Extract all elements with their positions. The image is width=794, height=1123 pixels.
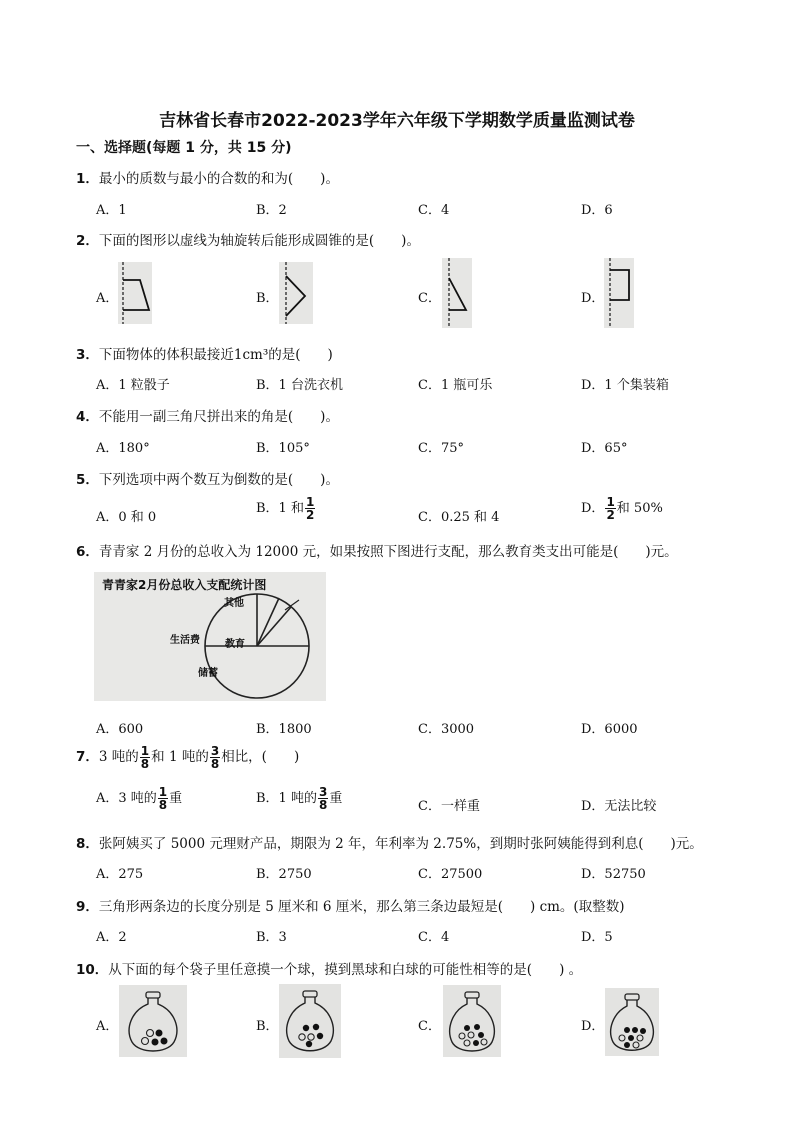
option-a[interactable]: A．2 — [96, 930, 127, 945]
option-b[interactable]: B．105° — [256, 441, 310, 456]
fraction — [210, 745, 220, 770]
option-d[interactable] — [581, 496, 663, 521]
option-b[interactable] — [256, 496, 316, 521]
option-d[interactable]: D．1 个集装箱 — [581, 378, 669, 393]
option-a[interactable]: A． — [96, 1019, 119, 1034]
option-b[interactable]: B． — [256, 1019, 279, 1034]
question-text: 从下面的每个袋子里任意摸一个球，摸到黑球和白球的可能性相等的是( ) 。 — [108, 962, 583, 978]
question-7 — [76, 745, 299, 770]
trapezoid-figure — [118, 262, 152, 324]
option-b[interactable] — [256, 786, 342, 811]
option-b-text: B．1 和 — [256, 501, 304, 516]
question-10 — [76, 958, 582, 978]
chart-title: 青青家2月份总收入支配统计图 — [102, 578, 267, 592]
bag-a-figure — [119, 985, 187, 1057]
pie-chart-image — [94, 572, 326, 701]
option-a[interactable] — [96, 786, 182, 811]
option-c[interactable]: C．3000 — [418, 722, 475, 737]
question-text: 下列选项中两个数互为倒数的是( )。 — [98, 472, 339, 488]
question-text: 三角形两条边的长度分别是 5 厘米和 6 厘米，那么第三条边最短是( ) cm。(取整数) — [98, 899, 625, 915]
question-8 — [76, 832, 703, 852]
fraction-numerator: 1 — [606, 495, 615, 509]
question-5 — [76, 468, 339, 488]
question-text: 不能用一副三角尺拼出来的角是( )。 — [98, 409, 339, 425]
fraction-numerator: 1 — [305, 495, 315, 509]
question-number: 6． — [76, 544, 99, 560]
question-2 — [76, 229, 420, 249]
fraction-denominator: 2 — [305, 508, 315, 522]
question-number: 10． — [76, 962, 109, 978]
fraction-denominator: 8 — [140, 757, 150, 771]
fraction-numerator: 1 — [158, 785, 168, 799]
triangle-figure — [279, 262, 313, 324]
option-c[interactable]: C． — [418, 291, 441, 306]
question-number: 1． — [76, 171, 99, 187]
option-d[interactable]: D．65° — [581, 441, 628, 456]
option-d[interactable]: D．无法比较 — [581, 799, 657, 814]
option-a[interactable]: A．1 — [96, 203, 127, 218]
option-a-text: A．3 吨的 — [96, 791, 157, 806]
option-c[interactable]: C．75° — [418, 441, 464, 456]
question-number: 2． — [76, 233, 99, 249]
option-c[interactable]: C．1 瓶可乐 — [418, 378, 493, 393]
fraction — [305, 496, 315, 521]
question-number: 7． — [76, 749, 99, 765]
option-b-text: B．1 吨的 — [256, 791, 317, 806]
question-9 — [76, 895, 624, 915]
fraction-denominator: 8 — [318, 798, 328, 812]
question-number: 8． — [76, 836, 99, 852]
bag-d-figure — [605, 988, 659, 1056]
fraction-denominator: 8 — [158, 798, 168, 812]
rectangle-figure — [604, 258, 634, 328]
fraction — [140, 745, 150, 770]
section-heading: 一、选择题(每题 1 分，共 15 分) — [76, 140, 292, 156]
option-a[interactable]: A．180° — [96, 441, 150, 456]
option-a[interactable]: A．1 粒骰子 — [96, 378, 170, 393]
option-d[interactable]: D． — [581, 291, 605, 306]
option-c[interactable]: C．4 — [418, 930, 450, 945]
fraction-numerator: 3 — [318, 785, 328, 799]
option-c[interactable]: C．0.25 和 4 — [418, 510, 500, 525]
fraction-denominator: 8 — [210, 757, 220, 771]
option-b[interactable]: B．1 台洗衣机 — [256, 378, 343, 393]
question-number: 9． — [76, 899, 99, 915]
fraction — [605, 496, 615, 521]
question-number: 4． — [76, 409, 99, 425]
fraction-numerator: 1 — [140, 744, 150, 758]
question-text-pre: 3 吨的 — [98, 749, 139, 765]
question-6 — [76, 540, 678, 560]
question-text: 张阿姨买了 5000 元理财产品，期限为 2 年，年利率为 2.75%，到期时张阿姨能得到利息( )元。 — [98, 836, 703, 852]
label-living-expenses: 生活费 — [170, 635, 200, 646]
label-other: 其他 — [224, 598, 244, 609]
question-number: 3． — [76, 347, 99, 363]
right-triangle-figure — [442, 258, 472, 328]
option-c[interactable]: C．4 — [418, 203, 450, 218]
fraction-numerator: 3 — [210, 744, 220, 758]
page-title: 吉林省长春市2022-2023学年六年级下学期数学质量监测试卷 — [159, 111, 635, 131]
label-savings: 储蓄 — [198, 668, 218, 679]
option-a[interactable]: A． — [96, 291, 119, 306]
bag-b-figure — [279, 984, 341, 1058]
option-a[interactable]: A．600 — [96, 722, 144, 737]
option-c[interactable]: C．一样重 — [418, 799, 480, 814]
bag-c-figure — [443, 985, 501, 1057]
question-text: 下面的图形以虚线为轴旋转后能形成圆锥的是( )。 — [98, 233, 420, 249]
fraction — [158, 786, 168, 811]
label-education: 教育 — [225, 639, 245, 650]
option-d[interactable]: D． — [581, 1019, 605, 1034]
question-4 — [76, 405, 339, 425]
option-c[interactable]: C． — [418, 1019, 441, 1034]
fraction — [318, 786, 328, 811]
option-b-suffix: 重 — [329, 791, 343, 806]
option-b[interactable]: B．2 — [256, 203, 287, 218]
question-text-mid: 和 1 吨的 — [151, 749, 209, 765]
question-3 — [76, 343, 333, 363]
option-b[interactable]: B．2750 — [256, 867, 312, 882]
fraction-denominator: 2 — [606, 508, 615, 522]
question-text-post: 相比，( ) — [221, 749, 300, 765]
question-text: 青青家 2 月份的总收入为 12000 元，如果按照下图进行支配，那么教育类支出可能是( )元。 — [98, 544, 678, 560]
option-b[interactable]: B． — [256, 291, 279, 306]
option-b[interactable]: B．3 — [256, 930, 287, 945]
option-d[interactable]: D．6 — [581, 203, 613, 218]
option-a-suffix: 重 — [169, 791, 183, 806]
option-c[interactable]: C．27500 — [418, 867, 483, 882]
option-d-text: D． — [581, 501, 605, 516]
option-a[interactable]: A．0 和 0 — [96, 510, 157, 525]
question-text: 最小的质数与最小的合数的和为( )。 — [98, 171, 339, 187]
option-b[interactable]: B．1800 — [256, 722, 312, 737]
option-d-suffix: 和 50% — [616, 501, 663, 516]
option-d[interactable]: D．5 — [581, 930, 613, 945]
question-1 — [76, 167, 339, 187]
pie-chart — [94, 572, 326, 701]
option-a[interactable]: A．275 — [96, 867, 144, 882]
question-text: 下面物体的体积最接近1cm³的是( ) — [98, 347, 333, 363]
option-d[interactable]: D．6000 — [581, 722, 638, 737]
question-number: 5． — [76, 472, 99, 488]
option-d[interactable]: D．52750 — [581, 867, 646, 882]
